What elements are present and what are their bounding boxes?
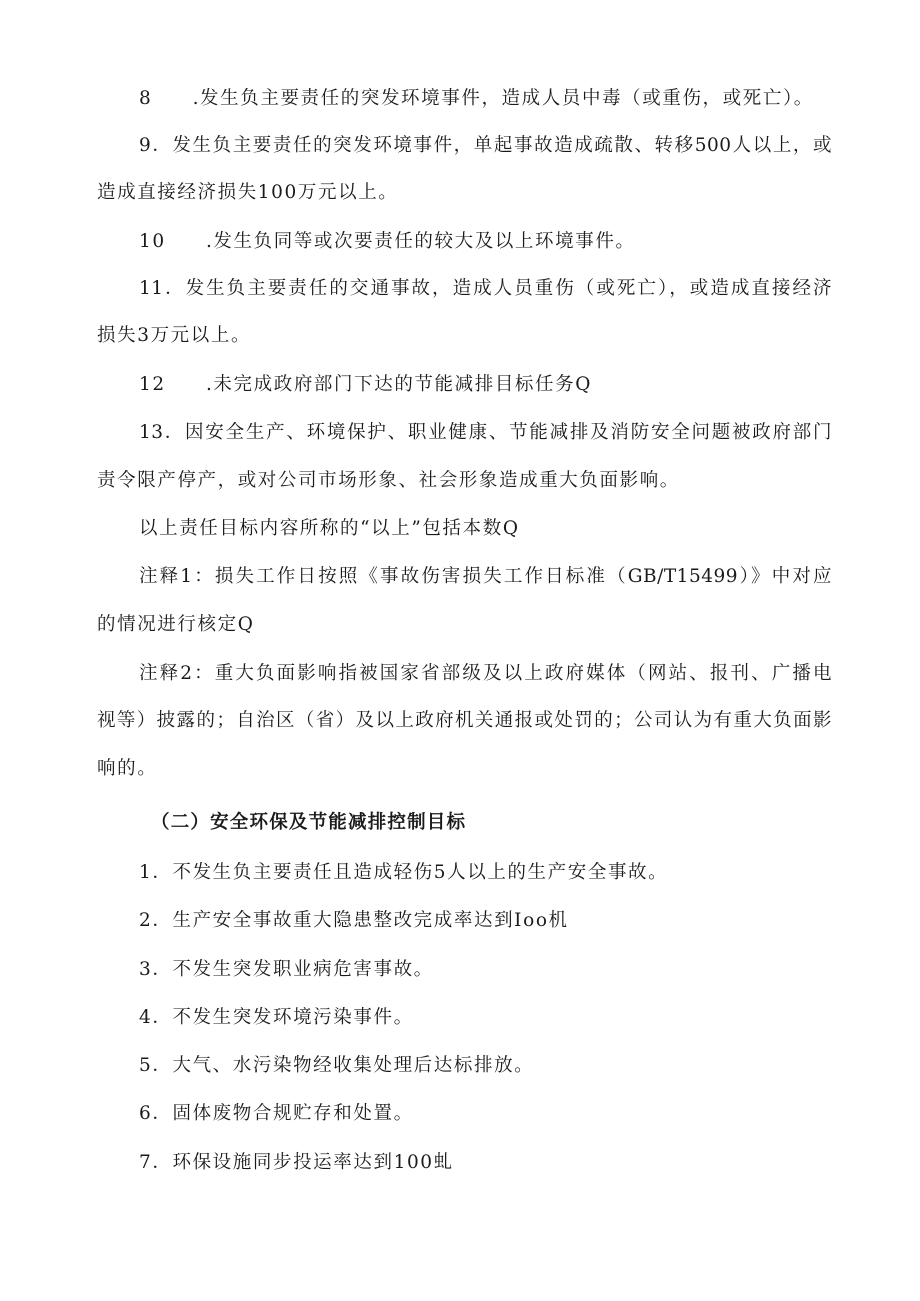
list-item: 2．生产安全事故重大隐患整改完成率达到Ioo机: [139, 910, 569, 931]
list-item: 5．大气、水污染物经收集处理后达标排放。: [139, 1055, 535, 1076]
paragraph-line: 10 .发生负同等或次要责任的较大及以上环境事件。: [139, 231, 636, 252]
paragraph-line: 损失3万元以上。: [97, 325, 252, 346]
section-heading: （二）安全环保及节能减排控制目标: [151, 812, 467, 833]
paragraph-line: 责令限产停产，或对公司市场形象、社会形象造成重大负面影响。: [97, 470, 680, 491]
paragraph-line: 的情况进行核定Q: [97, 614, 255, 635]
list-item: 3．不发生突发职业病危害事故。: [139, 959, 434, 980]
list-item: 4．不发生突发环境污染事件。: [139, 1007, 414, 1028]
paragraph-line: 响的。: [97, 758, 158, 779]
paragraph-line: 造成直接经济损失100万元以上。: [97, 182, 399, 203]
list-item: 7．环保设施同步投运率达到100虬: [139, 1152, 454, 1173]
paragraph-line: 12 .未完成政府部门下达的节能减排目标任务Q: [139, 374, 592, 395]
paragraph-line: 以上责任目标内容所称的“以上”包括本数Q: [139, 518, 520, 539]
paragraph-line: 注释1：损失工作日按照《事故伤害损失工作日标准（GB/T15499）》中对应: [139, 566, 832, 587]
paragraph-line: 13．因安全生产、环境保护、职业健康、节能减排及消防安全问题被政府部门: [139, 422, 832, 443]
paragraph-line: 9．发生负主要责任的突发环境事件，单起事故造成疏散、转移500人以上，或: [139, 135, 832, 156]
paragraph-line: 视等）披露的；自治区（省）及以上政府机关通报或处罚的；公司认为有重大负面影: [97, 710, 832, 731]
list-item: 1．不发生负主要责任且造成轻伤5人以上的生产安全事故。: [139, 862, 669, 883]
paragraph-line: 8 .发生负主要责任的突发环境事件，造成人员中毒（或重伤，或死亡）。: [139, 88, 814, 109]
list-item: 6．固体废物合规贮存和处置。: [139, 1103, 414, 1124]
paragraph-line: 注释2：重大负面影响指被国家省部级及以上政府媒体（网站、报刊、广播电: [139, 663, 832, 684]
paragraph-line: 11．发生负主要责任的交通事故，造成人员重伤（或死亡），或造成直接经济: [139, 278, 832, 299]
